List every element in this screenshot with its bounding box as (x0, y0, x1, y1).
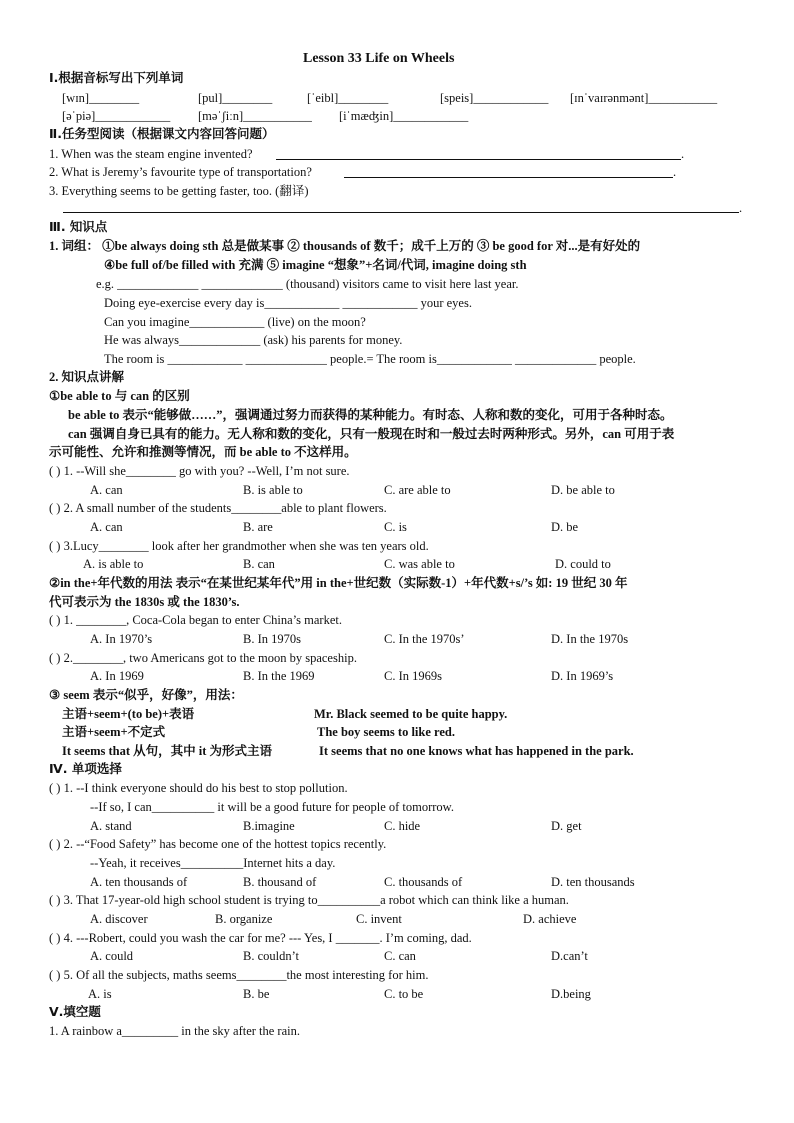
usage-pattern: It seems that 从句，其中 it 为形式主语 (62, 744, 273, 758)
usage-example: It seems that no one knows what has happened in the park. (319, 744, 634, 758)
mc-question: ( ) 2. --“Food Safety” has become one of the hottest topics recently. (49, 837, 387, 851)
example-sentence: Can you imagine____________ (live) on the moon? (104, 315, 366, 329)
subheading: 2. 知识点讲解 (49, 370, 125, 384)
mc-option[interactable]: C. are able to (384, 483, 451, 497)
mc-question: ( ) 4. ---Robert, could you wash the car for me? --- Yes, I _______. I’m coming, dad. (49, 931, 472, 945)
mc-question: ( ) 5. Of all the subjects, maths seems________the most interesting for him. (49, 968, 429, 982)
example-sentence: The room is ____________ _____________ people.= The room is____________ _____________ people. (104, 352, 636, 366)
mc-option[interactable]: C. is (384, 520, 407, 534)
mc-option[interactable]: D. ten thousands (551, 875, 635, 889)
usage-example: Mr. Black seemed to be quite happy. (314, 707, 508, 721)
mc-option[interactable]: C. thousands of (384, 875, 463, 889)
usage-pattern: 主语+seem+不定式 (62, 725, 166, 739)
mc-option[interactable]: C. hide (384, 819, 421, 833)
mc-option[interactable]: A. could (90, 949, 134, 963)
subheading: ①be able to 与 can 的区别 (49, 389, 190, 403)
subheading: ③ seem 表示“似乎，好像”，用法： (49, 688, 243, 702)
punctuation: . (681, 147, 685, 161)
explanation-text: ②in the+年代数的用法 表示“在某世纪某年代”用 in the+世纪数（实际数-1）+年代数+s/’s 如: 19 世纪 30 年 (49, 576, 628, 590)
phonetic-item: [ˈeibl]________ (307, 91, 389, 105)
explanation-text: 示可能性、允许和推测等情况，而 be able to 不这样用。 (49, 445, 357, 459)
section-3-heading: Ⅲ. 知识点 (49, 219, 108, 234)
mc-option[interactable]: C. can (384, 949, 416, 963)
punctuation: . (673, 165, 677, 179)
example-sentence: He was always_____________ (ask) his parents for money. (104, 333, 403, 347)
mc-option[interactable]: D. could to (555, 557, 611, 571)
phonetic-item: [əˈpiə]____________ (62, 109, 171, 123)
question-text: 1. When was the steam engine invented? (49, 147, 253, 161)
mc-option[interactable]: D.being (551, 987, 591, 1001)
section-5-heading: Ⅴ.填空题 (49, 1004, 101, 1019)
example-sentence: Doing eye-exercise every day is____________ ____________ your eyes. (104, 296, 472, 310)
usage-example: The boy seems to like red. (317, 725, 455, 739)
mc-option[interactable]: A. is able to (83, 557, 144, 571)
mc-option[interactable]: B. can (243, 557, 275, 571)
explanation-text: can 强调自身已具有的能力。无人称和数的变化，只有一般现在时和一般过去时两种形式。另外，can 可用于表 (68, 427, 675, 441)
fill-in-question: 1. A rainbow a_________ in the sky after the rain. (49, 1024, 300, 1038)
mc-option[interactable]: D. achieve (523, 912, 577, 926)
mc-option[interactable]: B.imagine (243, 819, 295, 833)
phrase-list: ④be full of/be filled with 充满 ⑤ imagine “想象”+名词/代词, imagine doing sth (104, 258, 527, 272)
mc-option[interactable]: B. couldn’t (243, 949, 300, 963)
mc-option[interactable]: A. In 1970’s (90, 632, 153, 646)
mc-option[interactable]: A. stand (90, 819, 132, 833)
mc-option[interactable]: C. was able to (384, 557, 455, 571)
example-sentence: e.g. _____________ _____________ (thousand) visitors came to visit here last year. (96, 277, 519, 291)
mc-option[interactable]: D. be (551, 520, 579, 534)
phonetic-item: [speis]____________ (440, 91, 549, 105)
mc-option[interactable]: D. In 1969’s (551, 669, 614, 683)
punctuation: . (739, 201, 743, 215)
mc-option[interactable]: B. organize (215, 912, 273, 926)
mc-question: ( ) 1. ________, Coca-Cola began to enter China’s market. (49, 613, 342, 627)
phonetic-item: [iˈmæʤin]____________ (339, 109, 469, 123)
question-text: 3. Everything seems to be getting faster, too. (翻译) (49, 184, 309, 198)
page-title: Lesson 33 Life on Wheels (303, 51, 455, 66)
section-1-heading: Ⅰ.根据音标写出下列单词 (49, 70, 184, 85)
mc-option[interactable]: C. to be (384, 987, 424, 1001)
phrase-list: 1. 词组： ①be always doing sth 总是做某事 ② thousands of 数千；成千上万的 ③ be good for 对...是有好处的 (49, 239, 641, 253)
mc-option[interactable]: A. can (90, 483, 123, 497)
mc-question: --If so, I can__________ it will be a good future for people of tomorrow. (90, 800, 455, 814)
mc-question: ( ) 3.Lucy________ look after her grandmother when she was ten years old. (49, 539, 429, 553)
section-2-heading: Ⅱ.任务型阅读（根据课文内容回答问题） (49, 126, 275, 141)
phonetic-item: [ɪnˈvaɪrənmənt]___________ (570, 91, 718, 105)
phonetic-item: [məˈʃiːn]___________ (198, 109, 312, 123)
section-4-heading: Ⅳ. 单项选择 (49, 761, 122, 776)
mc-option[interactable]: B. In the 1969 (243, 669, 315, 683)
phonetic-item: [pul]________ (198, 91, 273, 105)
mc-option[interactable]: A. ten thousands of (90, 875, 188, 889)
mc-option[interactable]: C. In the 1970s’ (384, 632, 465, 646)
answer-line[interactable] (276, 159, 681, 160)
mc-option[interactable]: D. In the 1970s (551, 632, 629, 646)
mc-question: ( ) 2. A small number of the students________able to plant flowers. (49, 501, 387, 515)
mc-option[interactable]: B. be (243, 987, 270, 1001)
mc-option[interactable]: C. In 1969s (384, 669, 442, 683)
mc-question: ( ) 3. That 17-year-old high school student is trying to__________a robot which can think like a human. (49, 893, 569, 907)
mc-question: ( ) 1. --I think everyone should do his best to stop pollution. (49, 781, 348, 795)
answer-line[interactable] (344, 177, 673, 178)
mc-option[interactable]: A. is (88, 987, 112, 1001)
mc-option[interactable]: A. discover (90, 912, 148, 926)
question-text: 2. What is Jeremy’s favourite type of transportation? (49, 165, 312, 179)
answer-line[interactable] (63, 212, 739, 213)
mc-option[interactable]: D. be able to (551, 483, 615, 497)
mc-option[interactable]: A. In 1969 (90, 669, 144, 683)
mc-option[interactable]: B. thousand of (243, 875, 317, 889)
mc-option[interactable]: D.can’t (551, 949, 588, 963)
mc-option[interactable]: D. get (551, 819, 582, 833)
explanation-text: 代可表示为 the 1830s 或 the 1830’s. (49, 595, 240, 609)
usage-pattern: 主语+seem+(to be)+表语 (62, 707, 195, 721)
mc-option[interactable]: A. can (90, 520, 123, 534)
mc-question: ( ) 1. --Will she________ go with you? --Well, I’m not sure. (49, 464, 350, 478)
phonetic-item: [wɪn]________ (62, 91, 140, 105)
mc-option[interactable]: B. In 1970s (243, 632, 301, 646)
mc-question: ( ) 2.________, two Americans got to the moon by spaceship. (49, 651, 357, 665)
mc-question: --Yeah, it receives__________Internet hits a day. (90, 856, 336, 870)
mc-option[interactable]: C. invent (356, 912, 402, 926)
explanation-text: be able to 表示“能够做……”，强调通过努力而获得的某种能力。有时态、人称和数的变化，可用于各种时态。 (68, 408, 673, 422)
mc-option[interactable]: B. are (243, 520, 273, 534)
mc-option[interactable]: B. is able to (243, 483, 303, 497)
